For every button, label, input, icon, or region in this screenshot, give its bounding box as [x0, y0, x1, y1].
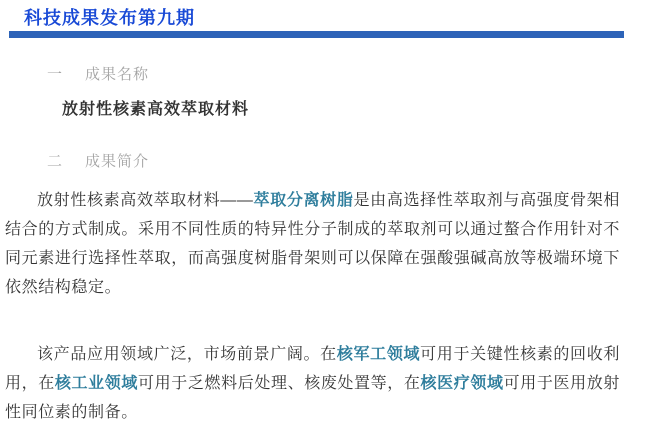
- section-index: 一: [47, 66, 64, 83]
- section-heading-intro: [47, 154, 645, 170]
- achievement-name: 放射性核素高效萃取材料: [62, 101, 250, 118]
- body-text-segment: 可用于乏燃料后处理、核废处置等，在: [137, 375, 421, 392]
- body-text-segment: 放射性核素高效萃取材料——: [37, 192, 254, 209]
- intro-paragraph-1: [5, 186, 620, 302]
- title-underline-bar: [9, 31, 624, 38]
- section-index: 二: [47, 153, 64, 170]
- highlighted-term: 核医疗领域: [420, 375, 504, 392]
- highlighted-term: 核军工领域: [336, 346, 421, 363]
- highlighted-term: 萃取分离树脂: [253, 192, 354, 209]
- body-text-segment: 可用于关键性核素的回收利用，在: [5, 346, 620, 392]
- body-text-segment: 是由高选择性萃取剂与高强度骨架相结合的方式制成。采用不同性质的特异性分子制成的萃取剂可以通过螯合作用针对不同元素进行选择性萃取，而高强度树脂骨架则可以保障在强酸强碱高放等极端环境下依然结构稳定。: [5, 192, 620, 296]
- section-label-text: 成果简介: [85, 153, 150, 170]
- section-label-text: 成果名称: [85, 66, 150, 83]
- section-heading-name: [47, 67, 645, 83]
- page-title: 科技成果发布第九期: [24, 8, 195, 28]
- body-text-segment: 可用于医用放射性同位素的制备。: [5, 375, 620, 421]
- highlighted-term: 核工业领域: [54, 375, 138, 392]
- body-text-segment: 该产品应用领域广泛，市场前景广阔。在: [37, 346, 337, 363]
- intro-paragraph-2: [5, 340, 620, 427]
